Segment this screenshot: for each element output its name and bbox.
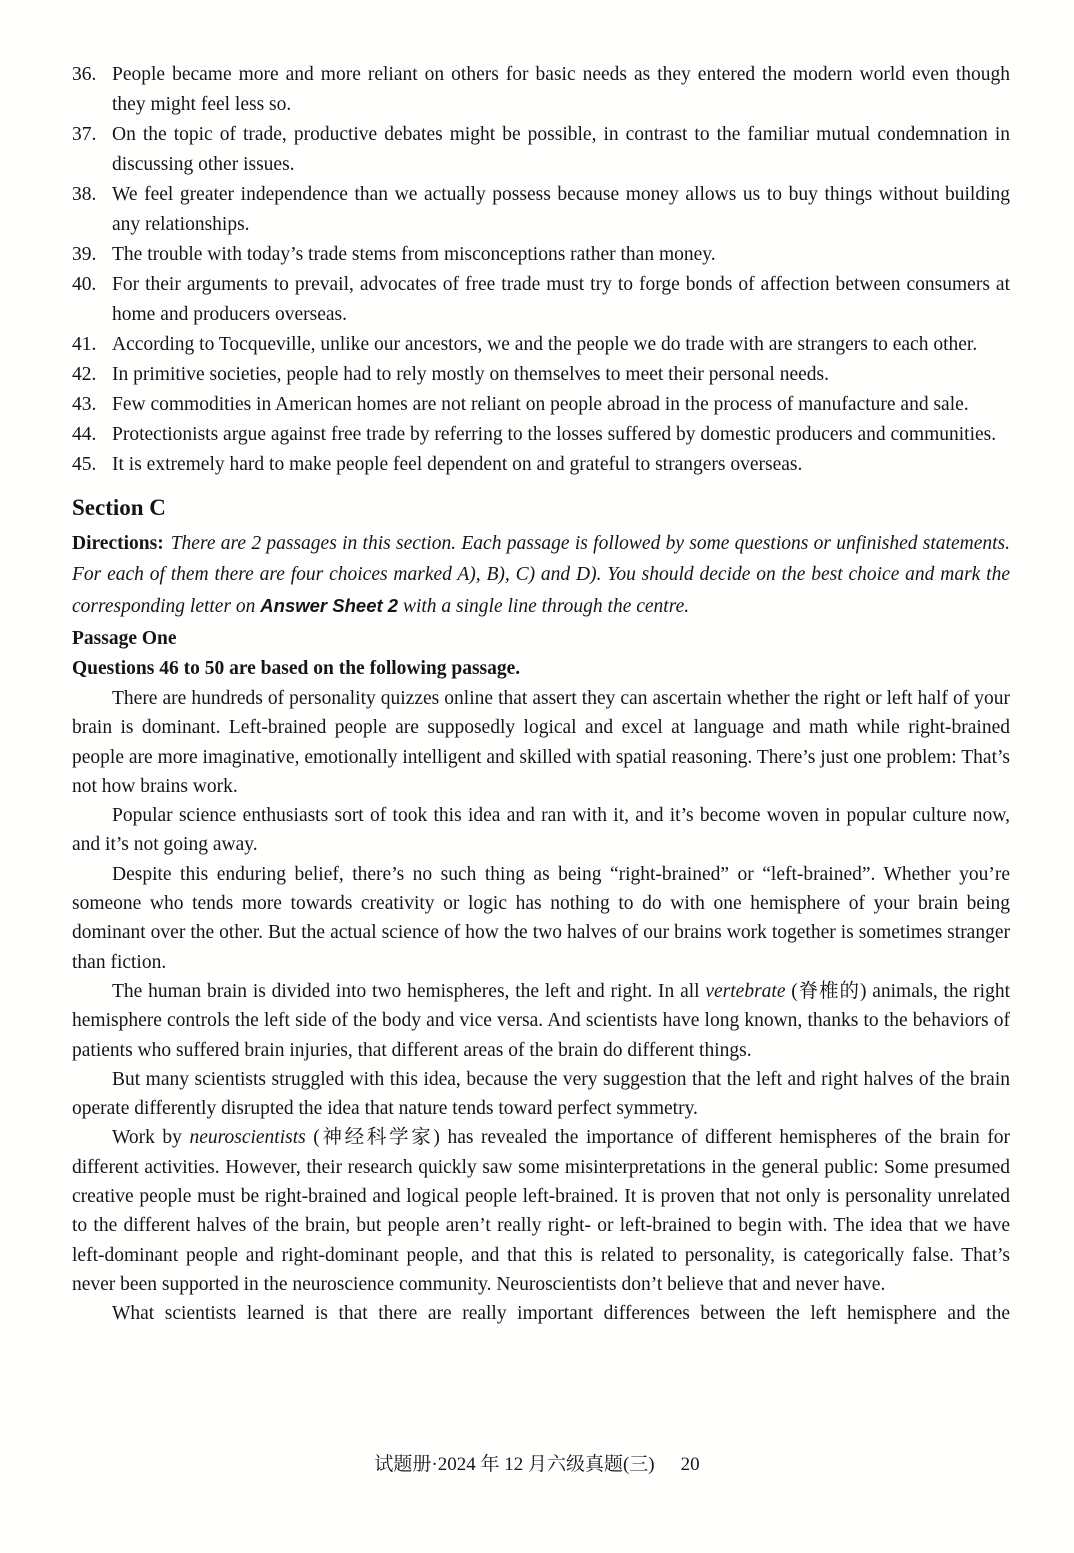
question-item (72, 390, 1010, 420)
passage-paragraph (72, 1299, 1010, 1328)
directions-segment: with a single line through the centre. (398, 596, 690, 617)
question-item (72, 270, 1010, 330)
passage-paragraph (72, 977, 1010, 1065)
directions-text (72, 533, 1010, 617)
text-segment: But many scientists struggled with this idea, because the very suggestion that the left and right halves of the brain operate differently disrupted the idea that nature tends toward perfect symmetry. (72, 1068, 1010, 1120)
page-number: 20 (680, 1454, 700, 1475)
question-text: In primitive societies, people had to rely mostly on themselves to meet their personal needs. (112, 364, 829, 385)
question-text: According to Tocqueville, unlike our ancestors, we and the people we do trade with are strangers to each other. (112, 334, 978, 355)
question-item (72, 240, 1010, 270)
question-text: On the topic of trade, productive debates might be possible, in contrast to the familiar mutual condemnation in discussing other issues. (112, 124, 1010, 175)
question-text: For their arguments to prevail, advocates of free trade must try to forge bonds of affection between consumers at home and producers overseas. (112, 274, 1010, 325)
question-text: People became more and more reliant on others for basic needs as they entered the modern world even though they might feel less so. (112, 64, 1010, 115)
section-c-heading: Section C (72, 495, 166, 520)
italic-term: neuroscientists (189, 1127, 306, 1149)
question-item (72, 120, 1010, 180)
text-segment: (脊椎的) animals, the right hemisphere controls the left side of the body and vice versa. And scientists have long known, thanks to the behaviors of patients who suffered brain injuries, that different areas of the brain do different things. (72, 980, 1010, 1061)
passage-one-label: Passage One (72, 628, 177, 649)
passage-paragraph (72, 1065, 1010, 1124)
question-number: 44. (72, 424, 97, 445)
passage-paragraph (72, 860, 1010, 977)
questions-range-label: Questions 46 to 50 are based on the following passage. (72, 658, 521, 679)
text-segment: There are hundreds of personality quizzes online that assert they can ascertain whether the right or left half of your brain is dominant. Left-brained people are supposedly logical and excel at language and math while right-brained people are more imaginative, emotionally intelligent and skilled with spatial reasoning. There’s just one problem: That’s not how brains work. (72, 688, 1010, 797)
question-number: 45. (72, 454, 97, 475)
directions-segment: There are 2 passages in this section. Each passage is followed by some questions or unfinished statements. For each of them there are four choices marked A), B), C) and D). You should decide on the best choice and mark the corresponding letter on (72, 533, 1010, 617)
footer-booklet-label: 试题册·2024 年 12 月六级真题(三) (374, 1454, 655, 1475)
question-number: 36. (72, 64, 97, 85)
directions-label: Directions: (72, 533, 164, 554)
italic-term: vertebrate (705, 980, 786, 1002)
question-item (72, 330, 1010, 360)
text-segment: Work by (112, 1127, 190, 1149)
matching-questions-list (72, 60, 1010, 480)
question-item (72, 60, 1010, 120)
text-segment: What scientists learned is that there are really important differences between the left hemisphere and the (112, 1303, 1010, 1325)
question-text: The trouble with today’s trade stems from misconceptions rather than money. (112, 244, 716, 265)
question-number: 42. (72, 364, 97, 385)
question-text: It is extremely hard to make people feel dependent on and grateful to strangers overseas. (112, 454, 803, 475)
page-footer (0, 1452, 1074, 1478)
question-number: 41. (72, 334, 97, 355)
question-number: 39. (72, 244, 97, 265)
question-number: 37. (72, 124, 97, 145)
directions (72, 528, 1010, 622)
question-item (72, 450, 1010, 480)
question-item (72, 180, 1010, 240)
answer-sheet-ref: Answer Sheet 2 (260, 595, 399, 616)
question-item (72, 360, 1010, 390)
question-number: 40. (72, 274, 97, 295)
passage-paragraph (72, 1123, 1010, 1299)
question-item (72, 420, 1010, 450)
question-number: 43. (72, 394, 97, 415)
text-segment: Despite this enduring belief, there’s no such thing as being “right-brained” or “left-brained”. Whether you’re someone who tends more towards creativity or logic has nothing to do with one hemisphere of your brain being dominant over the other. But the actual science of how the two halves of our brains work together is sometimes stranger than fiction. (72, 863, 1010, 973)
text-segment: Popular science enthusiasts sort of took this idea and ran with it, and it’s become woven in popular culture now, and it’s not going away. (72, 805, 1010, 856)
question-text: Protectionists argue against free trade by referring to the losses suffered by domestic producers and communities. (112, 424, 997, 445)
text-segment: The human brain is divided into two hemispheres, the left and right. In all (112, 980, 706, 1002)
question-text: Few commodities in American homes are not reliant on people abroad in the process of manufacture and sale. (112, 394, 969, 415)
question-text: We feel greater independence than we actually possess because money allows us to buy things without building any relationships. (112, 184, 1010, 235)
question-number: 38. (72, 184, 97, 205)
passage-body (72, 684, 1010, 1329)
passage-paragraph (72, 801, 1010, 860)
passage-paragraph (72, 684, 1010, 801)
text-segment: (神经科学家) has revealed the importance of different hemispheres of the brain for different activities. However, their research quickly saw some misinterpretations in the general public: Some presumed creative people must be right-brained and logical people left-brained. It is proven that not only is personality unrelated to the different halves of the brain, but people aren’t really right- or left-brained to begin with. The idea that we have left-dominant people and right-dominant people, and that this is related to personality, is categorically false. That’s never been supported in the neuroscience community. Neuroscientists don’t believe that and never have. (72, 1127, 1010, 1295)
